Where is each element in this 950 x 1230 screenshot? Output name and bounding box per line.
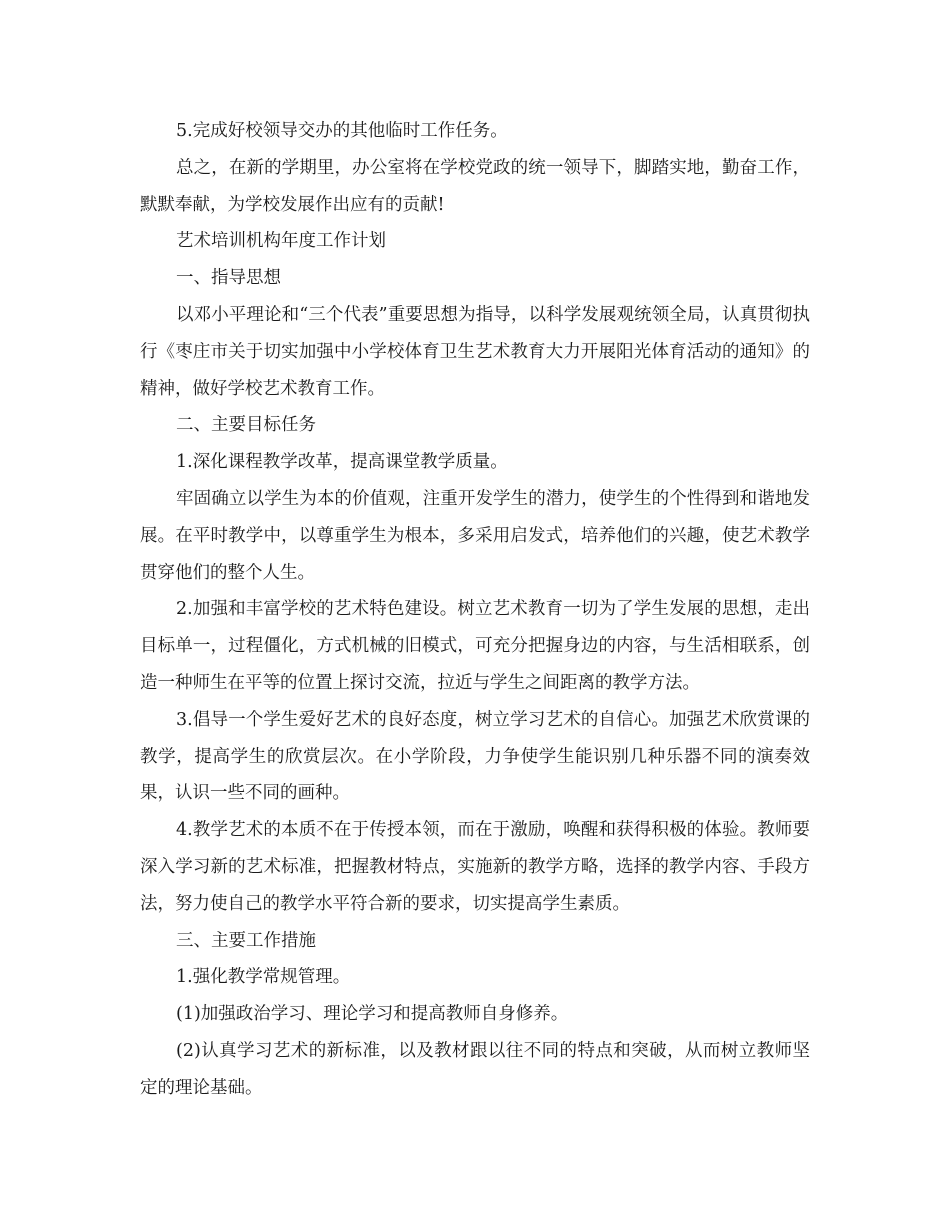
paragraph-guiding-thought: 以邓小平理论和“三个代表”重要思想为指导，以科学发展观统领全局，认真贯彻执行《枣庄市关于切实加强中小学校体育卫生艺术教育大力开展阳光体育活动的通知》的精神，做好学校艺术教育工作。 (140, 304, 810, 399)
document-body (140, 113, 810, 1107)
paragraph-goal-1-detail: 牢固确立以学生为本的价值观，注重开发学生的潜力，使学生的个性得到和谐地发展。在平时教学中，以尊重学生为根本，多采用启发式，培养他们的兴趣，使艺术教学贯穿他们的整个人生。 (140, 488, 810, 583)
paragraph-item-5: 5.完成好校领导交办的其他临时工作任务。 (176, 121, 508, 141)
measure-subitem-1: (1)加强政治学习、理论学习和提高教师自身修养。 (176, 1004, 569, 1025)
goal-item-4: 4.教学艺术的本质不在于传授本领，而在于激励，唤醒和获得积极的体验。教师要深入学习新的艺术标准，把握教材特点，实施新的教学方略，选择的教学内容、手段方法，努力使自己的教学水平符合新的要求，切实提高学生素质。 (140, 820, 810, 914)
goal-item-2: 2.加强和丰富学校的艺术特色建设。树立艺术教育一切为了学生发展的思想，走出目标单一，过程僵化，方式机械的旧模式，可充分把握身边的内容，与生活相联系，创造一种师生在平等的位置上探讨交流，拉近与学生之间距离的教学方法。 (140, 599, 810, 693)
paragraph-conclusion: 总之，在新的学期里，办公室将在学校党政的统一领导下，脚踏实地，勤奋工作，默默奉献，为学校发展作出应有的贡献! (140, 157, 810, 215)
plan-title: 艺术培训机构年度工作计划 (176, 231, 386, 252)
measure-item-1: 1.强化教学常规管理。 (176, 967, 351, 988)
measure-subitem-2: (2)认真学习艺术的新标准，以及教材跟以往不同的特点和突破，从而树立教师坚定的理论基础。 (140, 1040, 810, 1098)
goal-item-3: 3.倡导一个学生爱好艺术的良好态度，树立学习艺术的自信心。加强艺术欣赏课的教学，提高学生的欣赏层次。在小学阶段，力争使学生能识别几种乐器不同的演奏效果，认识一些不同的画种。 (140, 709, 810, 804)
goal-item-1: 1.深化课程教学改革，提高课堂教学质量。 (176, 452, 508, 473)
section-heading-guiding-thought: 一、指导思想 (176, 268, 281, 289)
section-heading-main-measures: 三、主要工作措施 (176, 930, 316, 951)
section-heading-main-goals: 二、主要目标任务 (176, 415, 316, 436)
